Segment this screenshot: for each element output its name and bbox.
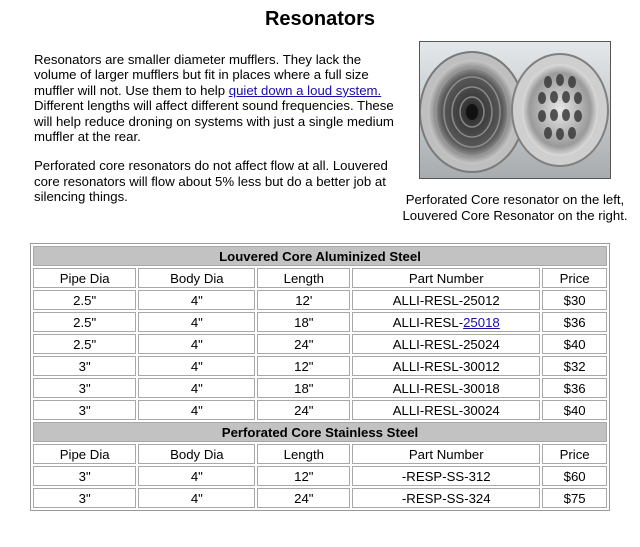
column-header: Body Dia — [138, 268, 255, 288]
table-row — [33, 312, 607, 332]
table-row — [33, 356, 607, 376]
length-cell: 12" — [257, 466, 350, 486]
pipe-dia-cell: 3" — [33, 466, 136, 486]
page-title: Resonators — [264, 8, 376, 30]
column-header-row — [33, 444, 607, 464]
section-title: Perforated Core Stainless Steel — [33, 422, 607, 442]
price-cell: $30 — [542, 290, 607, 310]
table-row — [33, 378, 607, 398]
part-number-cell: ALLI-RESL-25012 — [352, 290, 540, 310]
body-dia-cell: 4" — [138, 290, 255, 310]
length-cell: 18" — [257, 312, 350, 332]
body-dia-cell: 4" — [138, 400, 255, 420]
section-header-louvered — [33, 246, 607, 266]
quiet-down-link[interactable]: quiet down a loud system. — [228, 82, 382, 98]
body-dia-cell: 4" — [138, 356, 255, 376]
body-dia-cell: 4" — [138, 312, 255, 332]
intro-text-before-link: Resonators are smaller diameter mufflers. They lack the volume of larger mufflers but fit in places where a full size muffler will not. Use them to help — [34, 52, 369, 98]
pipe-dia-cell: 2.5" — [33, 312, 136, 332]
part-number-cell: ALLI-RESL-30018 — [352, 378, 540, 398]
pipe-dia-cell: 3" — [33, 488, 136, 508]
pipe-dia-cell: 2.5" — [33, 334, 136, 354]
column-header: Part Number — [352, 268, 540, 288]
part-number-cell — [352, 312, 540, 332]
resonator-photo — [419, 41, 611, 179]
body-dia-cell: 4" — [138, 488, 255, 508]
resonator-illustration — [420, 42, 610, 178]
price-cell: $40 — [542, 334, 607, 354]
price-cell: $60 — [542, 466, 607, 486]
table-row — [33, 488, 607, 508]
column-header: Length — [257, 268, 350, 288]
resonator-parts-table — [30, 243, 610, 511]
column-header: Part Number — [352, 444, 540, 464]
part-number-cell: ALLI-RESL-30024 — [352, 400, 540, 420]
price-cell: $40 — [542, 400, 607, 420]
table-row — [33, 466, 607, 486]
table-row — [33, 290, 607, 310]
intro-paragraph-2: Perforated core resonators do not affect flow at all. Louvered core resonators will flow about 5% less but do a better job at silencing things. — [34, 158, 388, 205]
body-dia-cell: 4" — [138, 334, 255, 354]
intro-text — [34, 52, 394, 205]
part-number-prefix: ALLI-RESL- — [392, 314, 464, 330]
column-header: Pipe Dia — [33, 268, 136, 288]
part-number-cell: -RESP-SS-324 — [352, 488, 540, 508]
table-row — [33, 334, 607, 354]
pipe-dia-cell: 3" — [33, 356, 136, 376]
part-number-cell: ALLI-RESL-25024 — [352, 334, 540, 354]
part-number-link[interactable]: 25018 — [463, 314, 500, 330]
price-cell: $32 — [542, 356, 607, 376]
length-cell: 18" — [257, 378, 350, 398]
part-number-cell: ALLI-RESL-30012 — [352, 356, 540, 376]
column-header-row — [33, 268, 607, 288]
length-cell: 12' — [257, 290, 350, 310]
column-header: Price — [542, 268, 607, 288]
section-header-perforated — [33, 422, 607, 442]
price-cell: $36 — [542, 378, 607, 398]
body-dia-cell: 4" — [138, 378, 255, 398]
price-cell: $36 — [542, 312, 607, 332]
part-number-cell: -RESP-SS-312 — [352, 466, 540, 486]
column-header: Price — [542, 444, 607, 464]
photo-caption: Perforated Core resonator on the left, Louvered Core Resonator on the right. — [402, 192, 628, 223]
pipe-dia-cell: 3" — [33, 378, 136, 398]
pipe-dia-cell: 3" — [33, 400, 136, 420]
pipe-dia-cell: 2.5" — [33, 290, 136, 310]
section-title: Louvered Core Aluminized Steel — [33, 246, 607, 266]
column-header: Pipe Dia — [33, 444, 136, 464]
body-dia-cell: 4" — [138, 466, 255, 486]
table-row — [33, 400, 607, 420]
price-cell: $75 — [542, 488, 607, 508]
column-header: Length — [257, 444, 350, 464]
intro-paragraph-1 — [34, 52, 394, 144]
column-header: Body Dia — [138, 444, 255, 464]
intro-text-after-link: Different lengths will affect different sound frequencies. These will help reduce droning on systems with just a single medium muffler at the rear. — [34, 98, 394, 145]
length-cell: 24" — [257, 400, 350, 420]
length-cell: 24" — [257, 334, 350, 354]
length-cell: 12" — [257, 356, 350, 376]
length-cell: 24" — [257, 488, 350, 508]
